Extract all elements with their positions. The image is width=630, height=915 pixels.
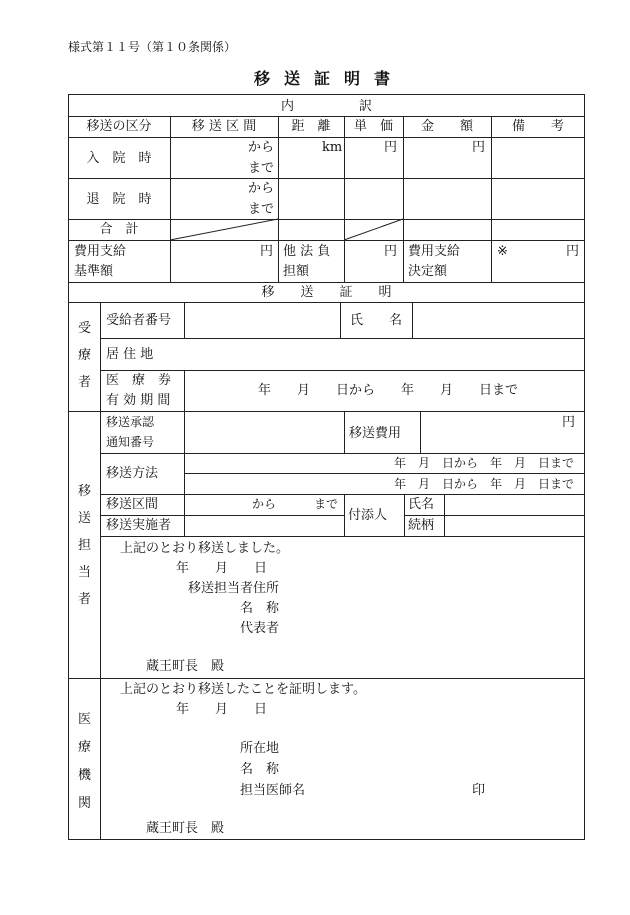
col-section: 移 送 区 間	[191, 119, 257, 134]
address-label: 居 住 地	[106, 347, 154, 362]
transport-side-4: 当	[78, 565, 92, 580]
rule	[170, 116, 171, 282]
rule	[340, 302, 341, 338]
rule	[68, 219, 585, 220]
approval-label-1: 移送承認	[106, 415, 155, 429]
amount-unit: 円	[472, 140, 486, 155]
section-to: まで	[314, 497, 339, 511]
transport-side-2: 送	[78, 511, 92, 526]
transport-representative: 代表者	[240, 621, 280, 636]
cost-unit: 円	[562, 415, 576, 430]
col-category: 移送の区分	[86, 119, 152, 134]
rule	[344, 494, 345, 536]
row-discharge-label: 退 院 時	[86, 192, 152, 207]
rule	[404, 515, 585, 516]
transport-address: 移送担当者住所	[188, 581, 280, 596]
performer-label: 移送実施者	[106, 518, 172, 533]
rule	[68, 178, 585, 179]
decided-label-2: 決定額	[408, 264, 448, 279]
medical-doctor: 担当医師名	[240, 783, 306, 798]
transport-side-3: 担	[78, 538, 92, 553]
rule	[68, 137, 585, 138]
rule	[68, 302, 585, 303]
admission-to: まで	[248, 161, 275, 176]
rule	[420, 411, 421, 453]
rule	[344, 116, 345, 282]
rule	[68, 116, 585, 117]
standard-label-1: 費用支給	[74, 244, 127, 259]
recipient-number-label: 受給者番号	[106, 313, 172, 328]
cost-label: 移送費用	[349, 426, 402, 441]
rule	[68, 282, 585, 283]
transport-date: 年 月 日	[176, 561, 268, 576]
rule	[68, 240, 585, 241]
discharge-from: から	[248, 181, 275, 196]
ticket-label-1: 医 療 券	[106, 373, 172, 388]
rule	[491, 116, 492, 282]
ticket-period: 年 月 日から 年 月 日まで	[258, 383, 519, 398]
method-label: 移送方法	[106, 466, 159, 481]
transport-company-name: 名 称	[240, 601, 280, 616]
total-label: 合 計	[99, 222, 139, 237]
attendant-name: 氏名	[408, 497, 435, 512]
transport-side-5: 者	[78, 592, 92, 607]
medical-side-2: 療	[78, 740, 92, 755]
standard-unit: 円	[260, 244, 274, 259]
medical-statement: 上記のとおり移送したことを証明します。	[120, 682, 366, 697]
col-amount: 金 額	[420, 119, 473, 134]
transport-addressee: 蔵王町長 殿	[146, 659, 225, 674]
transport-side-1: 移	[78, 484, 92, 499]
rule	[184, 473, 585, 474]
rule	[68, 411, 585, 412]
medical-seal: 印	[472, 783, 486, 798]
rule	[412, 302, 413, 338]
rule	[100, 494, 344, 495]
rule	[278, 116, 279, 282]
rule	[344, 494, 585, 495]
rule	[100, 370, 585, 371]
medical-addressee: 蔵王町長 殿	[146, 821, 225, 836]
other-label-2: 担額	[283, 264, 310, 279]
proof-header: 移 送 証 明	[261, 285, 392, 300]
medical-side-1: 医	[78, 712, 92, 727]
recipient-side-2: 療	[78, 348, 92, 363]
rule	[184, 302, 185, 338]
form-number: 様式第１１号（第１０条関係）	[68, 40, 237, 54]
admission-from: から	[248, 140, 275, 155]
standard-label-2: 基準額	[74, 264, 114, 279]
rule	[444, 494, 445, 536]
rule	[344, 411, 345, 453]
rule	[100, 536, 585, 537]
ticket-label-2: 有 効 期 間	[106, 393, 171, 408]
decided-mark: ※	[497, 244, 508, 259]
method-period-2: 年 月 日から 年 月 日まで	[394, 477, 575, 491]
decided-label-1: 費用支給	[408, 244, 461, 259]
rule	[68, 678, 585, 679]
transport-statement: 上記のとおり移送しました。	[120, 541, 290, 556]
method-period-1: 年 月 日から 年 月 日まで	[394, 456, 575, 470]
distance-unit: km	[322, 140, 343, 155]
medical-date: 年 月 日	[176, 702, 268, 717]
recipient-name-label: 氏 名	[350, 313, 403, 328]
col-unit-price: 単 価	[353, 119, 393, 134]
recipient-side-1: 受	[78, 321, 92, 336]
discharge-to: まで	[248, 202, 275, 217]
rule	[100, 338, 585, 339]
col-remarks: 備 考	[511, 119, 564, 134]
other-label-1: 他 法 負	[283, 244, 331, 259]
medical-name: 名 称	[240, 762, 280, 777]
rule	[404, 494, 405, 536]
rule	[100, 453, 585, 454]
attendant-relation: 続柄	[408, 518, 435, 533]
decided-unit: 円	[566, 244, 580, 259]
unit-price-unit: 円	[384, 140, 398, 155]
row-admission-label: 入 院 時	[86, 151, 152, 166]
col-distance: 距 離	[291, 119, 331, 134]
section-from: から	[252, 497, 277, 511]
rule	[403, 116, 404, 282]
medical-side-4: 関	[78, 796, 92, 811]
document-title: 移送証明書	[253, 69, 404, 88]
breakdown-header: 内 訳	[280, 99, 372, 114]
rule	[100, 302, 101, 840]
approval-label-2: 通知番号	[106, 435, 155, 449]
recipient-side-3: 者	[78, 375, 92, 390]
rule	[100, 515, 344, 516]
attendant-label: 付添人	[348, 508, 388, 523]
rule	[184, 370, 185, 411]
section-label: 移送区間	[106, 497, 159, 512]
medical-side-3: 機	[78, 768, 92, 783]
other-unit: 円	[384, 244, 398, 259]
medical-location: 所在地	[240, 741, 280, 756]
rule	[184, 411, 185, 536]
